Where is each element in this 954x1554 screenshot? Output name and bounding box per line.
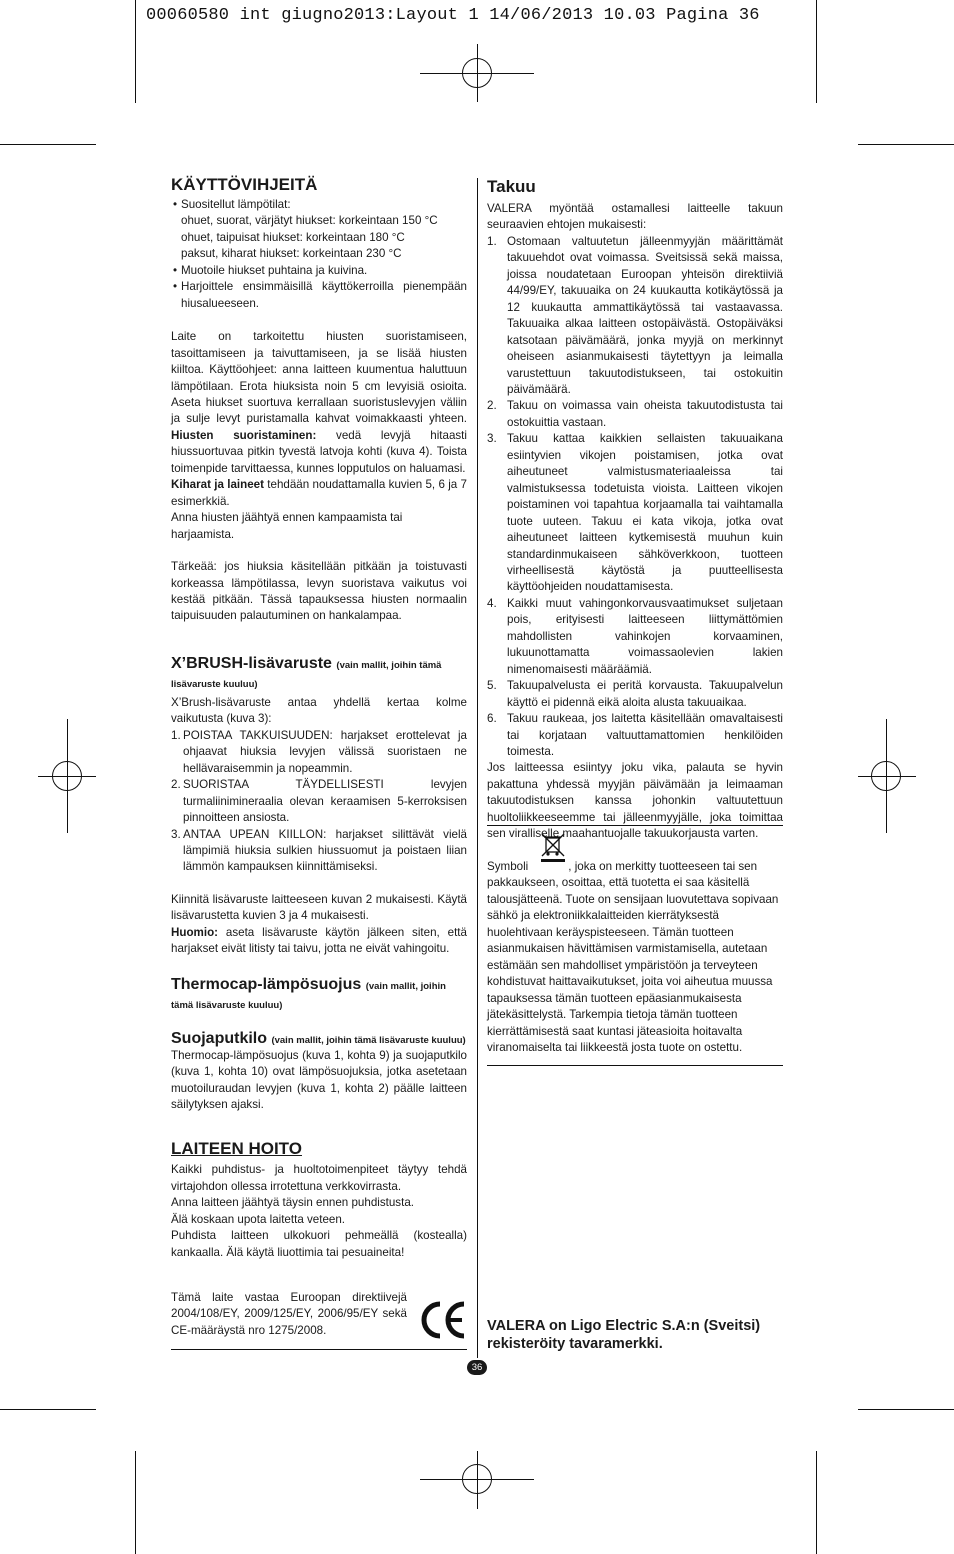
- care-line: Puhdista laitteen ulkokuori pehmeällä (kostealla) kankaalla. Älä käytä liuottimia tai pesuaineita!: [171, 1229, 467, 1259]
- care-title: LAITEEN HOITO: [171, 1139, 302, 1159]
- crop-mark: [0, 1409, 96, 1410]
- crossed-out-wheelie-bin-icon: [538, 832, 568, 862]
- weee-paragraph: Symboli , joka on merkitty tuotteeseen tai sen pakkaukseen, osoittaa, että tuotetta ei saa käsitellä talousjätteenä. Tuote on sensijaan luovutettava sopivaan sähkö ja elektroniikkalaitteiden kierrätyksestä huolehtivaan keräyspisteeseen. Tämän tuotteen asianmukaisen hävittämisen varmistamisella, autetaan estämään sen mahdolliset ympäristöön ja terveyteen kohdistuvat haittavaikutukset, joita voi aiheutua muussa tapauksessa tämän tuotteen epäasianmukaisesta jätekäsittelystä. Tarkempia tietoja tämän tuotteen kierrättämisestä saat kuntasi jäteasioita hoitavalta viranomaiselta tai liikkeestä josta tuote on ostettu.: [487, 860, 779, 1054]
- defect-paragraph: Jos laitteessa esiintyy joku vika, palauta se hyvin pakattuna yhdessä myyjän päivämään ja leimaaman takuutodistuksen kanssa johonkin valtuutettuun huoltoliikkeeseemme tai jälleenmyyjälle, joka toimittaa sen viralliselle maahantuojalle takuukorjausta varten.: [487, 761, 783, 841]
- list-item: 2. SUORISTAA TÄYDELLISESTI levyjen turmaliinimineraalia olevan keraamisen 5-kerroksisen pinnoitteen ansiosta.: [171, 778, 467, 825]
- list-item: 3. Takuu kattaa kaikkien sellaisten takuuaikana esiintyvien vikojen poistamisen, jotka ovat aiheutuneet valmistusmateriaaleissa tai valmistuksessa todetuista vioista. Laitteen vikojen poistaminen voi tapahtua korjaamalla tai vaihtamalla tuote uuteen. Takuu ei kata vikoja, jotka ovat aiheutuneet laitteen kytkemisestä muuhun kuin standardinmukaiseen sähköverkkoon, tuotteen virheellisestä käytöstä ja puutteellisesta käyttöohjeiden noudattamisesta.: [487, 432, 783, 594]
- crop-mark: [816, 0, 817, 103]
- list-item: ohuet, taipuisat hiukset: korkeintaan 180 °C: [181, 230, 405, 244]
- warranty-intro: VALERA myöntää ostamallesi laitteelle takuun seuraavien ehtojen mukaisesti:: [487, 202, 783, 232]
- usage-paragraph: Laite on tarkoitettu hiusten suoristamiseen, tasoittamiseen ja taivuttamiseen, ja se lisää hiusten kiiltoa. Käyttöohjeet: anna laitteen kuumentua haluttuun lämpötilaan. Erota hiuksista noin 5 cm levyisiä osioita. Aseta hiukset suortuva kerrallaan suoristuslevyjen väliin ja sulje levyt puristamalla kahvat voimakkaasti yhteen. Hiusten suoristaminen: vedä levyjä hitaasti hiussuortuvaa pitkin tyvestä latvoja kohti (kuva 4). Toista toimenpide tarvittaessa, kunnes lopputulos on haluamasi.: [171, 330, 467, 475]
- xbrush-list: [171, 728, 467, 876]
- list-item: 3. ANTAA UPEAN KIILLON: harjakset silittävät vielä lämpimiä hiuksia sulkien hiussuomut ja poistaen liian lämmön kampauksen kiinnittämiseksi.: [171, 827, 467, 874]
- crop-mark: [858, 1409, 954, 1410]
- list-item: 1. Ostomaan valtuutetun jälleenmyyjän määrittämät takuuehdot ovat voimassa. Sveitsissä sekä maissa, joissa noudatetaan Euroopan yhteisön direktiiviä 44/99/EY, takuuaika on 24 kuukautta kotikäytössä ja 12 kuukautta ammattikäytössä tai vastaavassa. Takuuaika alkaa laitteen ostopäivästä. Ostopäiväksi katsotaan päivämäärä, jonka myyjä on merkinnyt oheiseen asianmukaisesti täytettyyn ja leimalla varustettuun takuutodistukseen, tai ostokuitin päivämäärä.: [487, 234, 783, 396]
- ce-mark-icon: [420, 1300, 468, 1340]
- warranty-title: Takuu: [487, 177, 536, 196]
- attach-paragraph: Kiinnitä lisävaruste laitteeseen kuvan 2 mukaisesti. Käytä lisävarustetta kuvien 3 ja 4 mukaisesti.: [171, 892, 467, 923]
- page-number: 36: [467, 1360, 487, 1375]
- temperature-list: [171, 213, 467, 262]
- crop-mark: [858, 144, 954, 145]
- crop-mark: [816, 1451, 817, 1554]
- protective-tube-paragraph: Thermocap-lämpösuojus (kuva 1, kohta 9) ja suojaputkilo (kuva 1, kohta 10) ovat lämpösuojuksia, jotka asetetaan muotoiluraudan levyjen (kuva 1, kohta 2) päälle laitteen säilytyksen ajaksi.: [171, 1048, 467, 1112]
- list-item: 5. Takuupalvelusta ei peritä korvausta. Takuupalvelun käyttö ei pidennä eikä aloita alusta takuuaikaa.: [487, 679, 783, 709]
- list-item: paksut, kiharat hiukset: korkeintaan 230 °C: [181, 247, 402, 261]
- list-item: 1. POISTAA TAKKUISUUDEN: harjakset erottelevat ja ohjaavat hiuksia levyjen välissä suoristaen ne hellävaraisemmin ja nopeammin.: [171, 728, 467, 775]
- column-divider: [477, 178, 478, 1358]
- usage-tips-title: KÄYTTÖVIHJEITÄ: [171, 175, 318, 194]
- note-paragraph: Huomio: aseta lisävaruste käytön jälkeen siten, että harjakset eivät litisty tai taivu, jotta ne eivät vahingoitu.: [171, 925, 467, 956]
- usage-tips-list: [171, 197, 467, 213]
- list-item: ohuet, suorat, värjätyt hiukset: korkeintaan 150 °C: [181, 214, 438, 228]
- ce-compliance-text: Tämä laite vastaa Euroopan direktiivejä 2004/108/EY, 2009/125/EY, 2006/95/EY sekä CE-määräystä nro 1275/2008.: [171, 1291, 407, 1337]
- weee-bottom-rule: [487, 1065, 783, 1066]
- trademark-notice: VALERA on Ligo Electric S.A:n (Sveitsi) rekisteröity tavaramerkki.: [487, 1318, 761, 1352]
- care-line: Kaikki puhdistus- ja huoltotoimenpiteet täytyy tehdä virtajohdon ollessa irrotettuna verkkovirrasta.: [171, 1163, 467, 1193]
- crop-mark: [0, 144, 96, 145]
- crop-mark: [135, 1451, 136, 1554]
- list-item: 2. Takuu on voimassa vain oheista takuutodistusta tai ostokuittia vastaan.: [487, 399, 783, 429]
- list-item: • Muotoile hiukset puhtaina ja kuivina.: [171, 263, 467, 279]
- list-item: • Suositellut lämpötilat:: [171, 197, 467, 213]
- right-column: [487, 177, 783, 843]
- cooling-paragraph: Anna hiusten jäähtyä ennen kampaamista tai harjaamista.: [171, 511, 403, 541]
- care-line: Älä koskaan upota laitetta veteen.: [171, 1212, 346, 1226]
- list-item: • Harjoittele ensimmäisillä käyttökerroilla pienempään hiusalueeseen.: [171, 279, 467, 312]
- left-column: [171, 175, 467, 1261]
- crop-mark: [135, 0, 136, 103]
- xbrush-intro: X’Brush-lisävaruste antaa yhdellä kertaa kolme vaikutusta (kuva 3):: [171, 695, 467, 726]
- care-line: Anna laitteen jäähtyä täysin ennen puhdistusta.: [171, 1196, 414, 1210]
- curls-paragraph: Kiharat ja laineet tehdään noudattamalla kuvien 5, 6 ja 7 esimerkkiä.: [171, 478, 467, 508]
- xbrush-title: X’BRUSH-lisävaruste (vain mallit, joihin tämä lisävaruste kuuluu): [171, 654, 442, 690]
- list-item: 6. Takuu raukeaa, jos laitetta käsitellään omavaltaisesti tai korjataan valtuuttamattomien henkilöiden toimesta.: [487, 712, 783, 758]
- list-item: 4. Kaikki muut vahingonkorvausvaatimukset suljetaan pois, erityisesti laitteeseen liittymättömien mahdollisten vahinkojen korvaaminen, lukuunottamatta voimassaolevien lakien nimenomaisesti määräämiä.: [487, 596, 783, 676]
- weee-top-rule: [487, 825, 783, 826]
- warranty-list: [487, 234, 783, 761]
- protective-tube-title: Suojaputkilo (vain mallit, joihin tämä lisävaruste kuuluu): [171, 1029, 466, 1047]
- thermocap-title: Thermocap-lämpösuojus (vain mallit, joihin tämä lisävaruste kuuluu): [171, 975, 446, 1011]
- important-paragraph: Tärkeää: jos hiuksia käsitellään pitkään ja toistuvasti korkeassa lämpötilassa, levyn suoristava vaikutus voi kestää pitkään. Tässä tapauksessa hiusten normaalin taipuisuuden palautuminen on hankalampaa.: [171, 560, 467, 623]
- bottom-rule: [171, 1349, 467, 1350]
- print-slug: 00060580 int giugno2013:Layout 1 14/06/2013 10.03 Pagina 36: [146, 6, 760, 25]
